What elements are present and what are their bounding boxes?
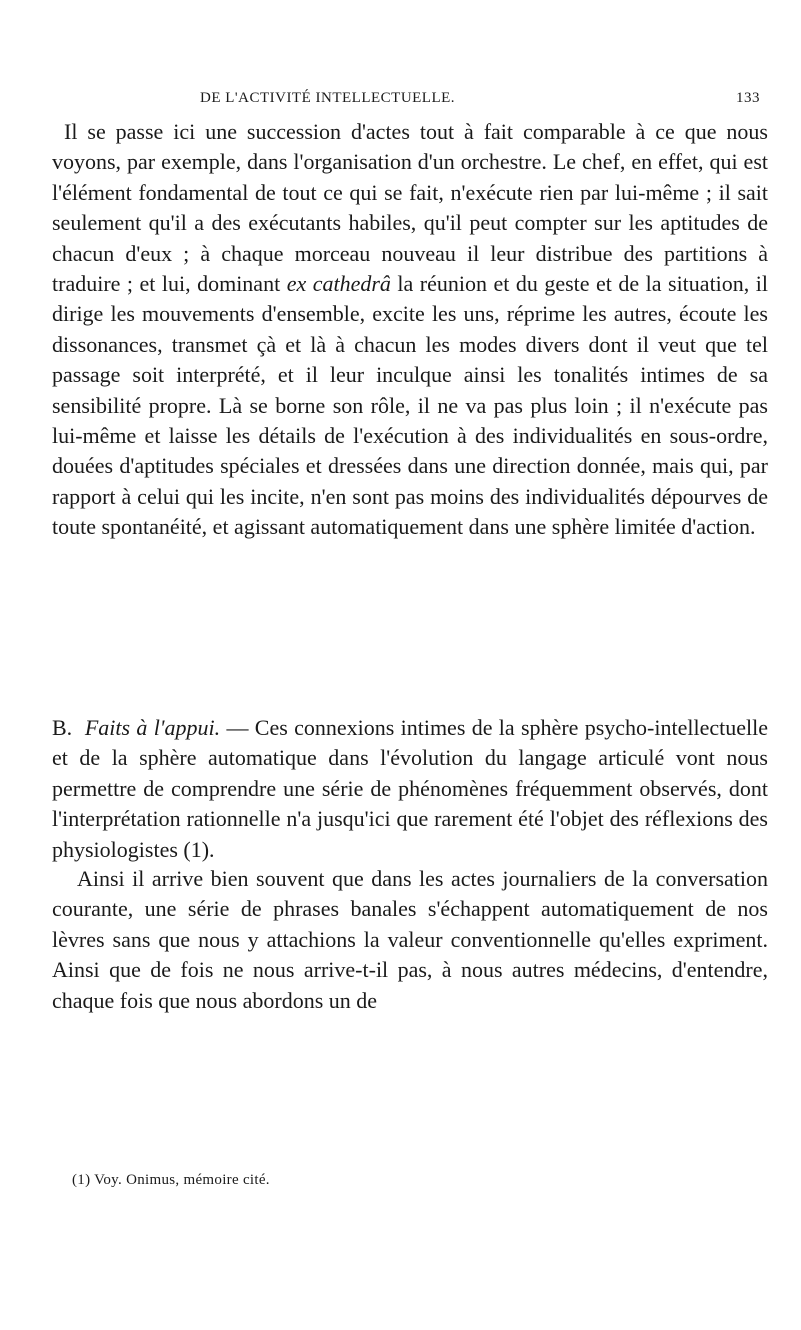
footnote: (1) Voy. Onimus, mémoire cité. [72,1172,270,1188]
paragraph-text: Il se passe ici une succession d'actes tout à fait comparable à ce que nous voyons, par exemple, dans l'organisation d'un orchestre. Le chef, en effet, qui est l'élément fondamental de tout ce qui se fait, n'exécute rien par lui-même ; il sait seulement qu'il a des exécutants habiles, qu'il peut compter sur les aptitudes de chacun d'eux ; à chaque morceau nouveau il leur distribue des partitions à traduire ; et lui, dominant [52,119,768,297]
section-title: Faits à l'appui. [84,715,221,740]
paragraph-text: Ainsi il arrive bien souvent que dans les actes journaliers de la conversation courante, une série de phrases banales s'échappent automatiquement de nos lèvres sans que nous y attachions la valeur conventionnelle qu'elles expriment. Ainsi que de fois ne nous arrive-t-il pas, à nous autres médecins, d'entendre, chaque fois que nous abordons un de [52,866,768,1013]
latin-phrase: ex cathedrâ [286,271,391,297]
paragraph-text: la réunion et du geste et de la situation, il dirige les mouvements d'ensemble, excite les uns, réprime les autres, écoute les dissonances, transmet çà et là à chacun les modes divers dont il veut que tel passage soit interprété, et il leur inculque ainsi les tonalités intimes de sa sensibilité propre. Là se borne son rôle, il ne va pas plus loin ; il n'exécute pas lui-même et laisse les détails de l'exécution à des individualités en sous-ordre, douées d'aptitudes spéciales et dressées dans une direction donnée, mais qui, par rapport à celui qui les incite, n'en sont pas moins des individualités dépourves de toute spontanéité, et agissant automatiquement dans une sphère limitée d'action. [52,271,769,540]
section-label: B. [52,715,73,740]
running-head [200,90,760,110]
page-number: 133 [736,90,760,106]
paragraph-conversation [52,864,768,1016]
paragraph-section-b [52,713,768,865]
paragraph-text: — Ces connexions intimes de la sphère psycho-intellectuelle et de la sphère automatique dans l'évolution du langage articulé vont nous permettre de comprendre une série de phénomènes fréquemment observés, dont l'interprétation rationnelle n'a jusqu'ici que rarement été l'objet des réflexions des physiologistes (1). [52,715,768,862]
paragraph-orchestra [52,117,768,543]
running-title: DE L'ACTIVITÉ INTELLECTUELLE. [200,90,456,106]
